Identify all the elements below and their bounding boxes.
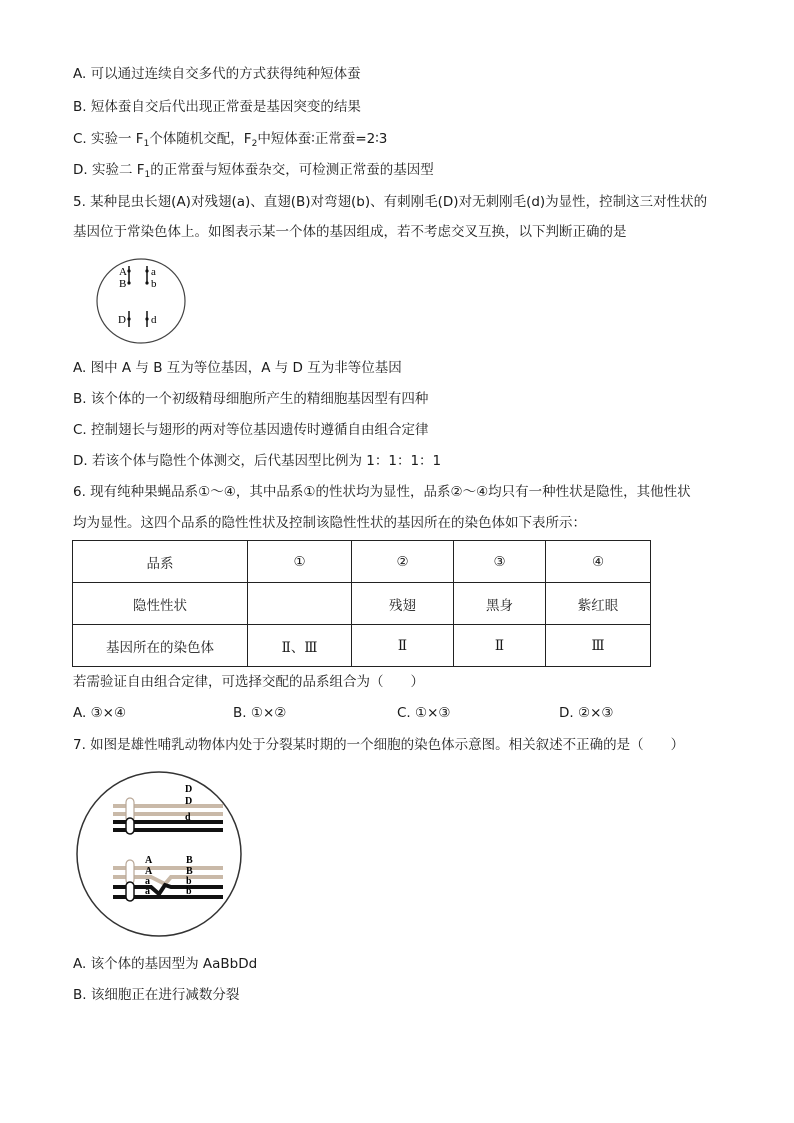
gene-label-A: A	[119, 266, 127, 278]
table-cell: 紫红眼	[546, 583, 651, 625]
q4-option-b: B. 短体蚕自交后代出现正常蚕是基因突变的结果	[73, 99, 361, 115]
cell-outline	[97, 259, 185, 343]
table-cell: ①	[248, 541, 352, 583]
q5-stem-line2: 基因位于常染色体上。如图表示某一个体的基因组成，若不考虑交叉互换，以下判断正确的是	[73, 224, 627, 240]
gene-label-a: a	[151, 266, 156, 278]
q7-option-b: B. 该细胞正在进行减数分裂	[73, 987, 240, 1003]
q5-cell-diagram	[95, 256, 189, 346]
gene-label-B: B	[186, 866, 193, 877]
gene-label-B: B	[119, 278, 127, 290]
gene-label-D: D	[185, 796, 193, 807]
q6-option-c: C. ①×③	[397, 705, 451, 721]
table-cell: ②	[352, 541, 454, 583]
q6-option-b: B. ①×②	[233, 705, 287, 721]
gene-label-A: A	[145, 855, 153, 866]
q7-option-a: A. 该个体的基因型为 AaBbDd	[73, 956, 258, 972]
q6-option-d: D. ②×③	[559, 705, 614, 721]
table-cell: Ⅱ、Ⅲ	[248, 625, 352, 667]
q7-stem: 7. 如图是雄性哺乳动物体内处于分裂某时期的一个细胞的染色体示意图。相关叙述不正确的是（ ）	[73, 737, 685, 753]
q6-strain-table	[72, 540, 651, 667]
gene-label-b: b	[186, 876, 192, 887]
table-cell: Ⅲ	[546, 625, 651, 667]
table-row	[73, 541, 651, 583]
q6-stem-line2: 均为显性。这四个品系的隐性性状及控制该隐性性状的基因所在的染色体如下表所示：	[73, 515, 586, 531]
table-cell: Ⅱ	[454, 625, 546, 667]
q5-option-d: D. 若该个体与隐性个体测交，后代基因型比例为 1：1：1：1	[73, 453, 442, 469]
table-row	[73, 583, 651, 625]
q4-option-d: D. 实验二 $F_1$的正常蚕与短体蚕杂交，可检测正常蚕的基因型	[73, 162, 434, 180]
table-cell: 残翅	[352, 583, 454, 625]
table-row	[73, 625, 651, 667]
gene-label-b: b	[186, 886, 192, 897]
q5-option-c: C. 控制翅长与翅形的两对等位基因遗传时遵循自由组合定律	[73, 422, 429, 438]
gene-label-d: d	[185, 812, 191, 823]
gene-label-A: A	[145, 866, 153, 877]
gene-label-B: B	[186, 855, 193, 866]
q5-option-a: A. 图中 A 与 B 互为等位基因，A 与 D 互为非等位基因	[73, 360, 402, 376]
q5-option-b: B. 该个体的一个初级精母细胞所产生的精细胞基因型有四种	[73, 391, 429, 407]
gene-label-a: a	[145, 886, 150, 897]
q5-stem-line1: 5. 某种昆虫长翅(A)对残翅(a)、直翅(B)对弯翅(b)、有刺刚毛(D)对无刺刚毛(d)为显性，控制这三对性状的	[73, 194, 708, 210]
table-cell: 基因所在的染色体	[73, 625, 248, 667]
q4-option-a: A. 可以通过连续自交多代的方式获得纯种短体蚕	[73, 66, 361, 82]
table-cell: 品系	[73, 541, 248, 583]
table-cell: Ⅱ	[352, 625, 454, 667]
q4-option-c: C. 实验一 $F_1$个体随机交配，$F_2$中短体蚕∶正常蚕=2∶3	[73, 131, 388, 149]
gene-label-D: D	[118, 314, 126, 326]
q6-stem-line1: 6. 现有纯种果蝇品系①～④，其中品系①的性状均为显性，品系②～④均只有一种性状是隐性，其他性状	[73, 484, 691, 500]
table-cell: ④	[546, 541, 651, 583]
gene-label-d: d	[151, 314, 157, 326]
table-cell: ③	[454, 541, 546, 583]
gene-label-D: D	[185, 784, 193, 795]
table-cell: 黑身	[454, 583, 546, 625]
q6-question: 若需验证自由组合定律，可选择交配的品系组合为（ ）	[73, 674, 424, 690]
table-cell	[248, 583, 352, 625]
table-cell: 隐性性状	[73, 583, 248, 625]
q7-cell-diagram	[73, 770, 245, 938]
q6-option-a: A. ③×④	[73, 705, 127, 721]
gene-label-a: a	[145, 876, 150, 887]
gene-label-b: b	[151, 278, 157, 290]
cell-outline	[77, 772, 241, 936]
